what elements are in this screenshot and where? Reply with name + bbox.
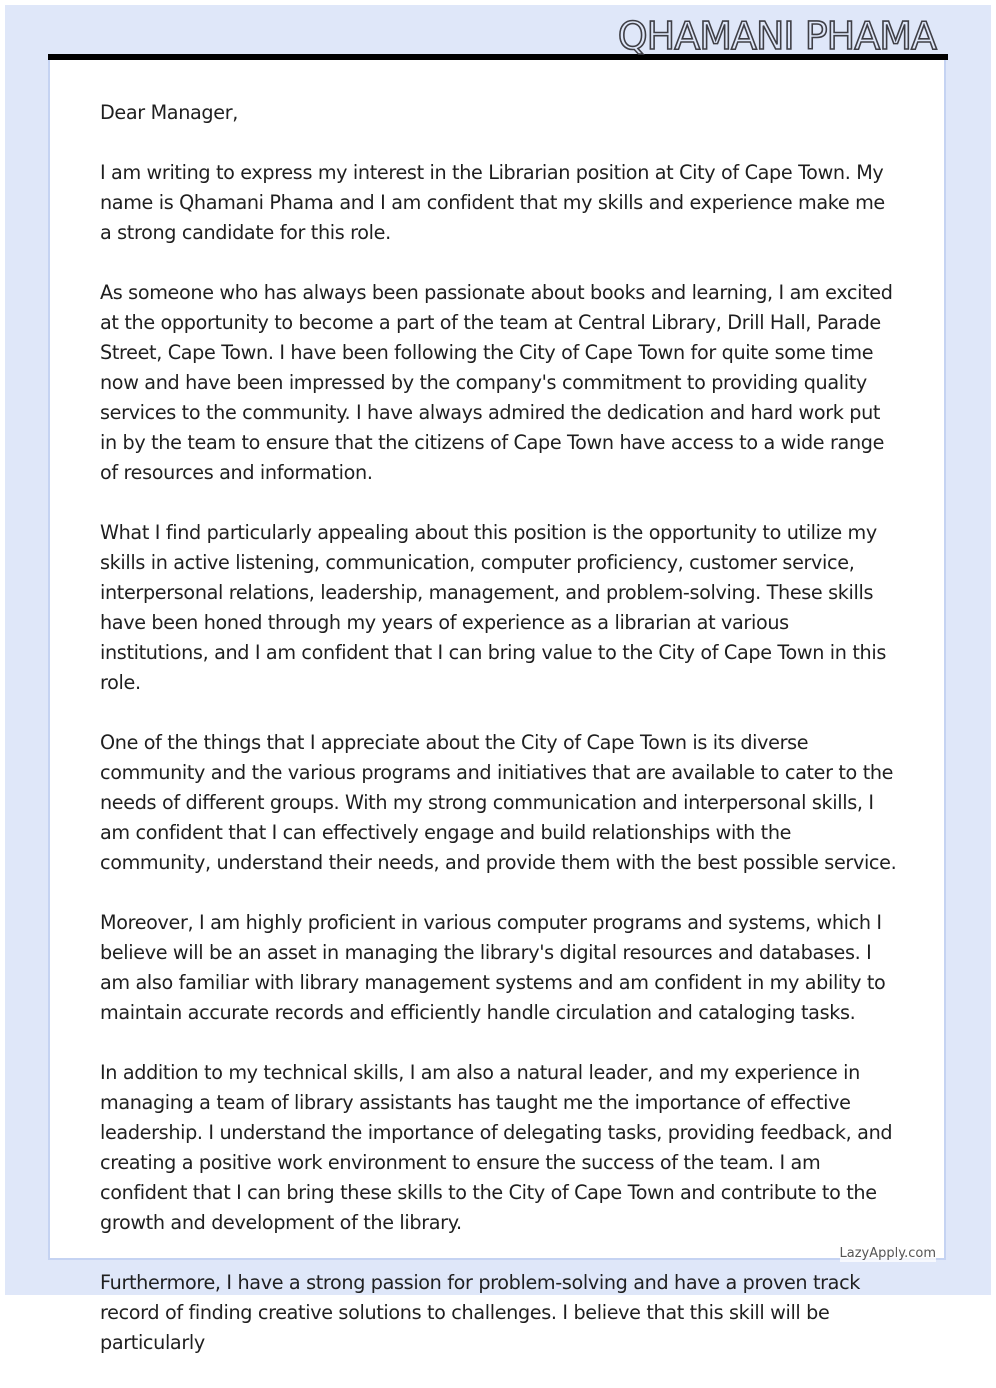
paragraph-passion: As someone who has always been passionate about books and learning, I am excited at the opportunity to become a part of the team at Central Library, Drill Hall, Parade Street, Cape Town. I have been following the City of Cape Town for quite some time now and have been impressed by the company's commitment to providing quality services to the community. I have always admired the dedication and hard work put in by the team to ensure that the citizens of Cape Town have access to a wide range of resources and information. xyxy=(100,281,893,484)
paragraph-intro: I am writing to express my interest in the Librarian position at City of Cape Town. My name is Qhamani Phama and I am confident that my skills and experience make me a strong candidate for this role. xyxy=(100,161,885,244)
paragraph-computer: Moreover, I am highly proficient in various computer programs and systems, which I believe will be an asset in managing the library's digital resources and databases. I am also familiar with library management systems and am confident in my ability to maintain accurate records and efficiently handle circulation and cataloging tasks. xyxy=(100,911,886,1024)
cover-letter-body xyxy=(100,98,900,1388)
paragraph-leadership: In addition to my technical skills, I am also a natural leader, and my experience in managing a team of library assistants has taught me the importance of effective leadership. I understand the importance of delegating tasks, providing feedback, and creating a positive work environment to ensure the success of the team. I am confident that I can bring these skills to the City of Cape Town and contribute to the growth and development of the library. xyxy=(100,1061,893,1234)
applicant-name-header: QHAMANI PHAMA xyxy=(617,14,936,58)
source-watermark: LazyApply.com xyxy=(839,1246,936,1261)
paragraph-problem-solving: Furthermore, I have a strong passion for problem-solving and have a proven track record of finding creative solutions to challenges. I believe that this skill will be particularly xyxy=(100,1271,861,1354)
paragraph-community: One of the things that I appreciate about the City of Cape Town is its diverse community and the various programs and initiatives that are available to cater to the needs of different groups. With my strong communication and interpersonal skills, I am confident that I can effectively engage and build relationships with the community, understand their needs, and provide them with the best possible service. xyxy=(100,731,897,874)
paragraph-skills: What I find particularly appealing about this position is the opportunity to utilize my skills in active listening, communication, computer proficiency, customer service, interpersonal relations, leadership, management, and problem-solving. These skills have been honed through my years of experience as a librarian at various institutions, and I am confident that I can bring value to the City of Cape Town in this role. xyxy=(100,521,886,694)
salutation: Dear Manager, xyxy=(100,101,238,124)
